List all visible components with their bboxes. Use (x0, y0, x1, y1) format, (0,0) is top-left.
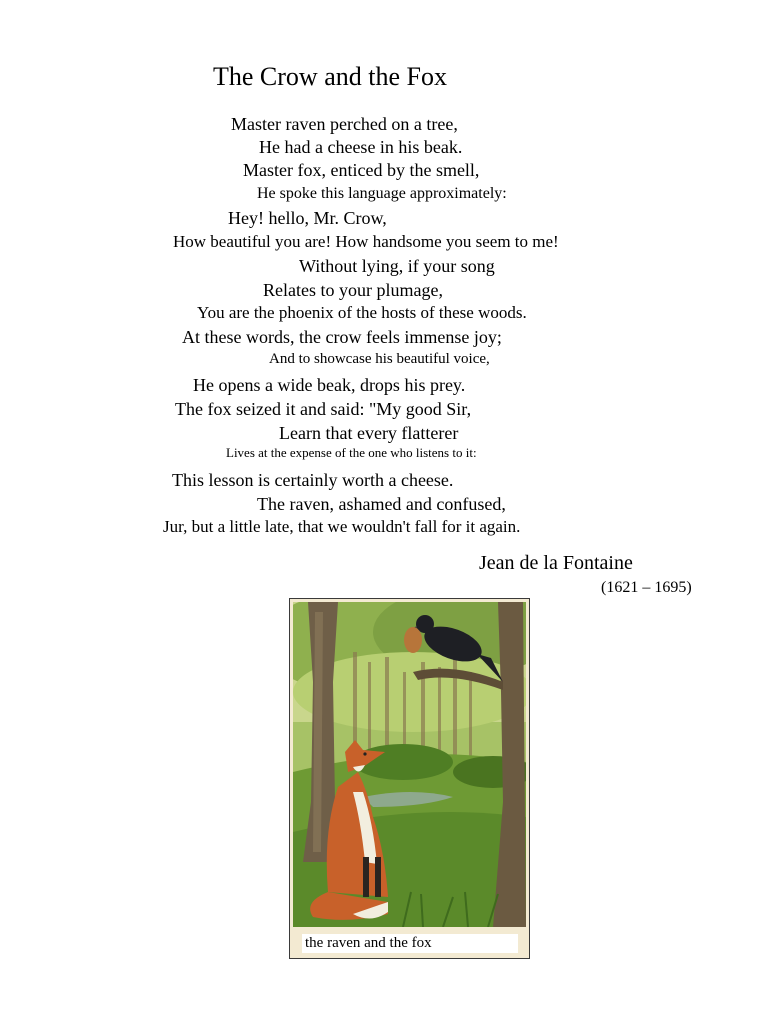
poem-line-10: At these words, the crow feels immense joy; (182, 327, 502, 347)
poem-line-14: Learn that every flatterer (279, 423, 459, 443)
poem-line-15: Lives at the expense of the one who listens to it: (226, 445, 477, 460)
poem-line-13: The fox seized it and said: "My good Sir, (175, 399, 472, 419)
forest-scene-image (293, 602, 526, 927)
poem-author: Jean de la Fontaine (479, 552, 633, 574)
poem-line-4: He spoke this language approximately: (257, 185, 507, 202)
poem-line-11: And to showcase his beautiful voice, (269, 351, 490, 367)
poem-line-16: This lesson is certainly worth a cheese. (172, 470, 454, 490)
poem-line-18: Jur, but a little late, that we wouldn't fall for it again. (163, 517, 521, 536)
poem-line-6: How beautiful you are! How handsome you seem to me! (173, 232, 559, 251)
poem-line-8: Relates to your plumage, (263, 280, 443, 300)
poem-line-7: Without lying, if your song (299, 256, 495, 276)
poem-line-12: He opens a wide beak, drops his prey. (193, 375, 466, 395)
poem-line-9: You are the phoenix of the hosts of these woods. (197, 303, 527, 322)
poem-title: The Crow and the Fox (213, 62, 447, 91)
poem-line-2: He had a cheese in his beak. (259, 137, 463, 157)
poem-line-17: The raven, ashamed and confused, (257, 494, 506, 514)
poem-dates: (1621 – 1695) (601, 579, 692, 596)
poem-line-1: Master raven perched on a tree, (231, 114, 458, 134)
illustration-caption: the raven and the fox (302, 934, 518, 953)
fable-illustration (289, 598, 530, 959)
poem-line-5: Hey! hello, Mr. Crow, (228, 208, 387, 228)
poem-line-3: Master fox, enticed by the smell, (243, 160, 480, 180)
